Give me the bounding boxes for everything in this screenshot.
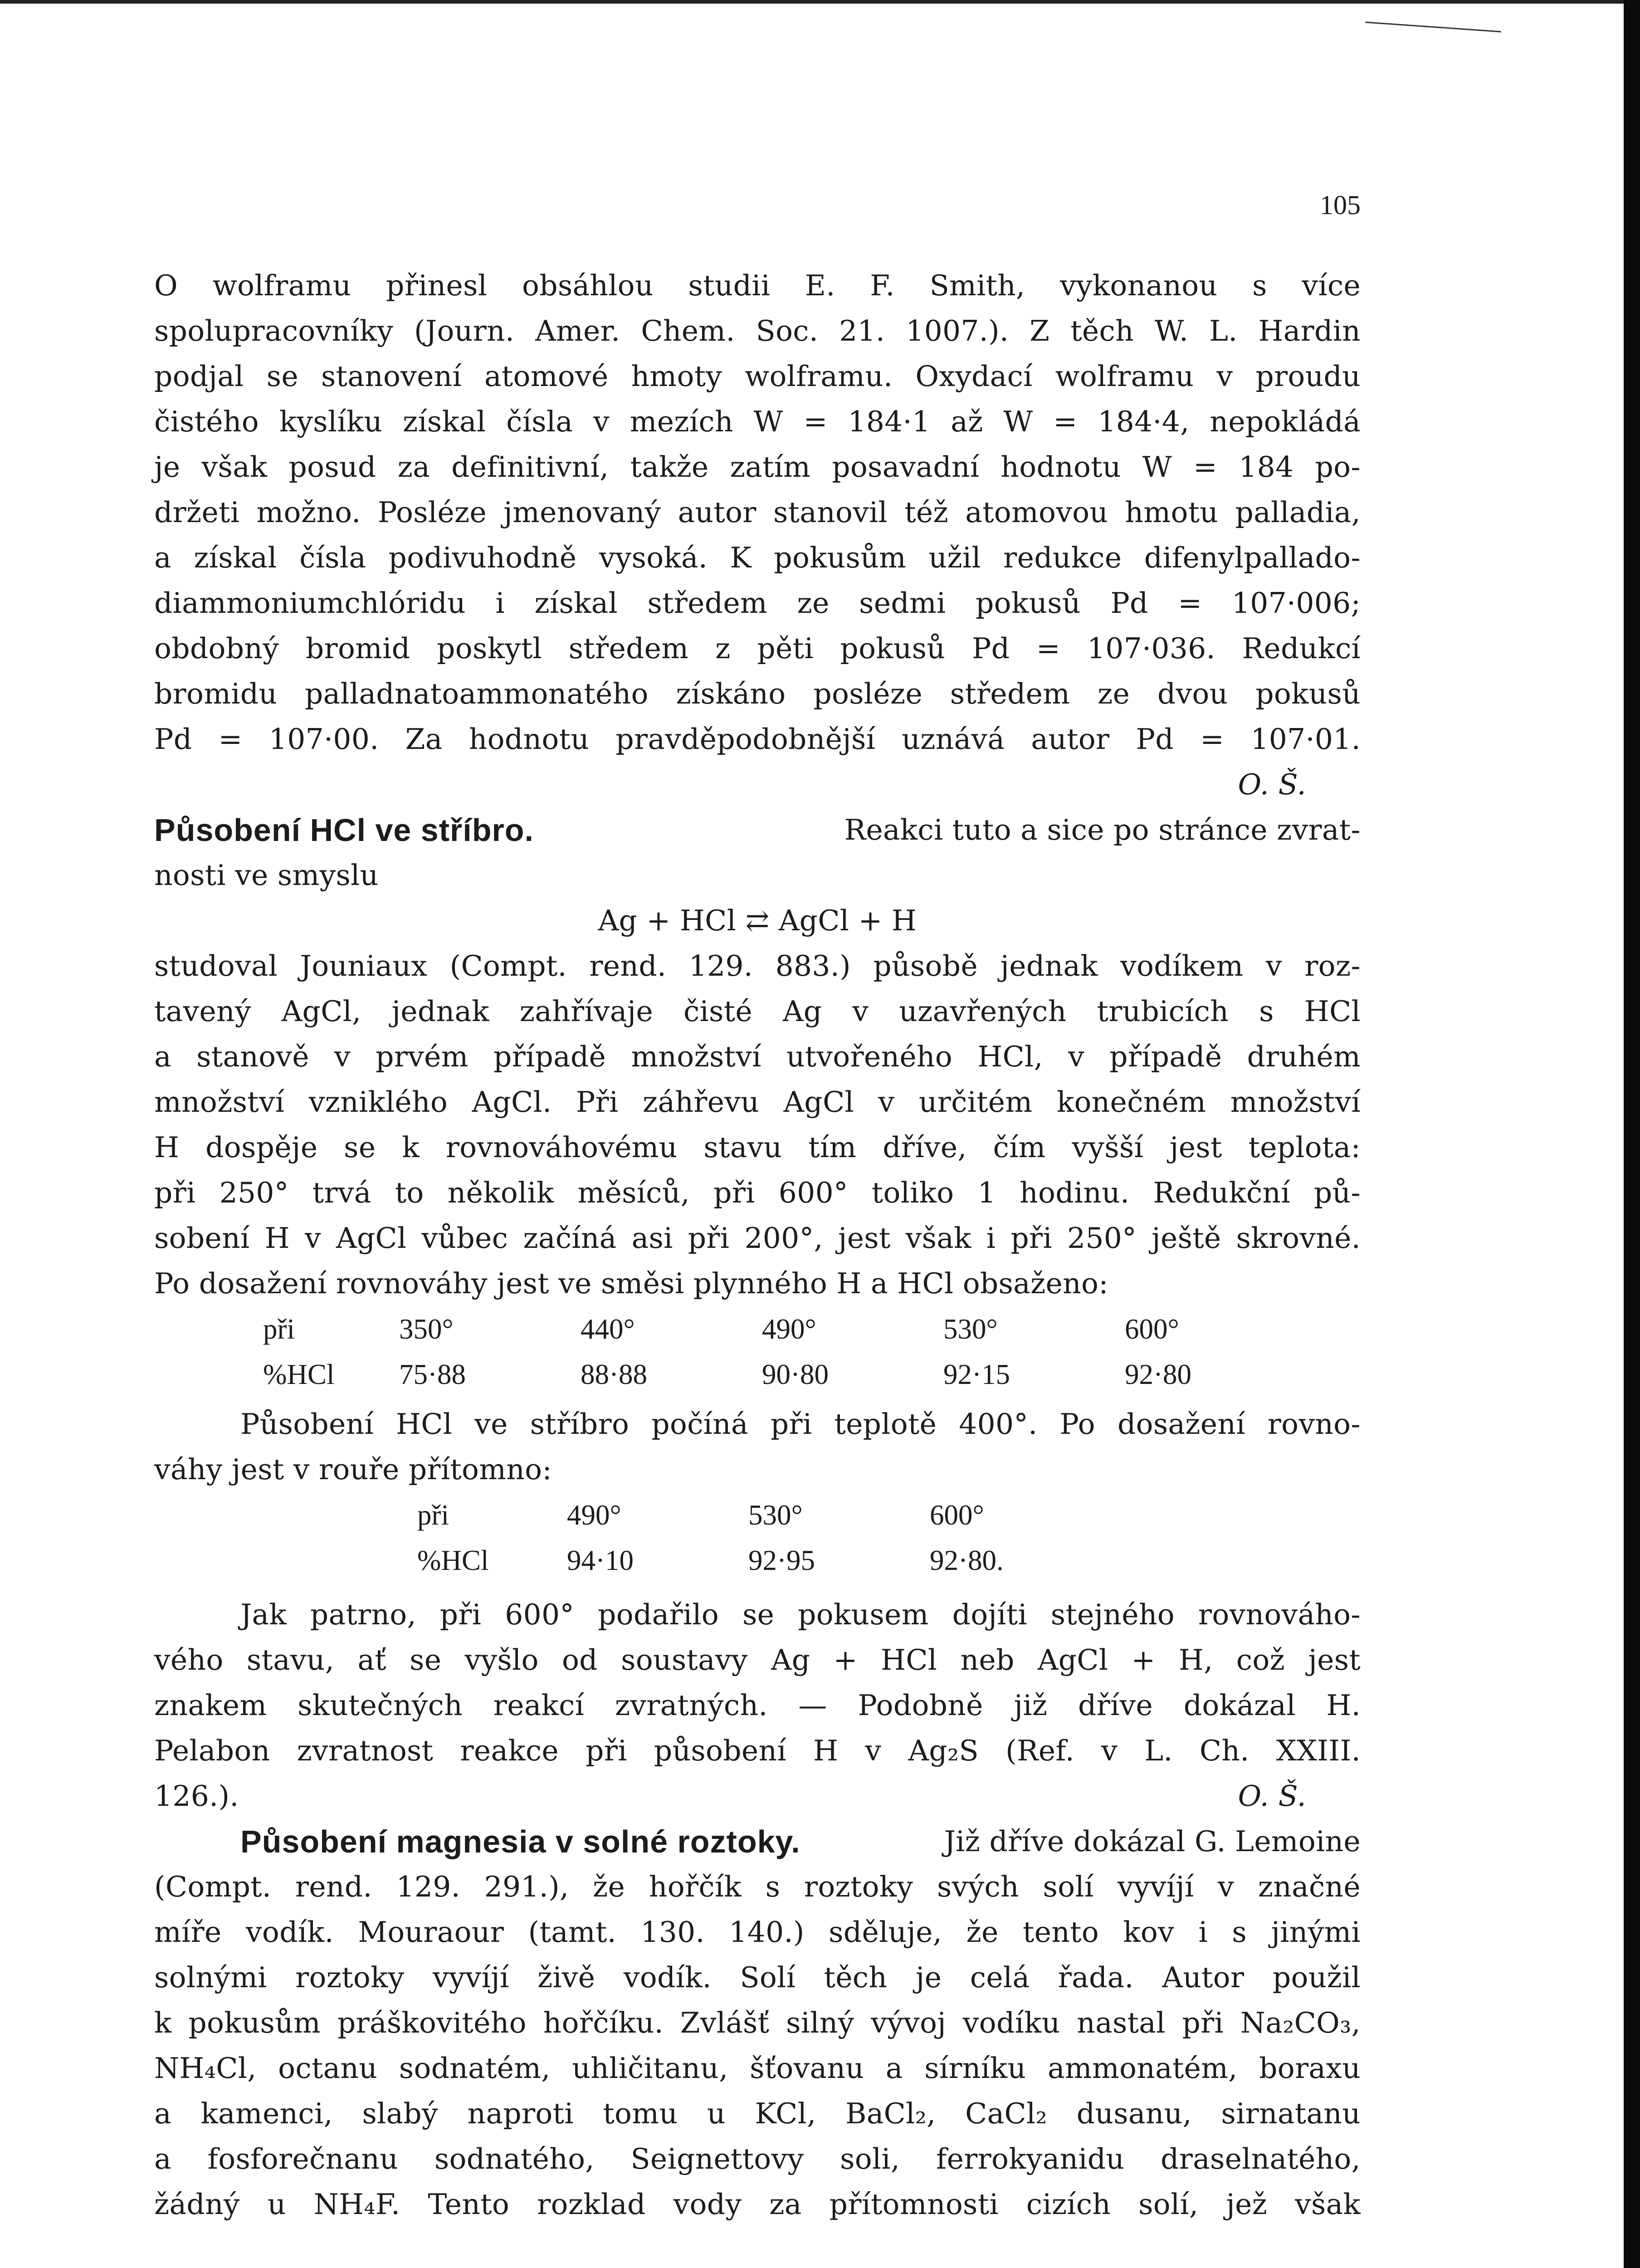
text-line: váhy jest v rouře přítomno: — [154, 1453, 552, 1486]
text-line: množství vzniklého AgCl. Při záhřevu AgCl v určitém konečném množství — [154, 1085, 1361, 1119]
text-line: Působení HCl ve stříbro počíná při teplotě 400°. Po dosažení rovno- — [240, 1408, 1361, 1441]
text-line: a kamenci, slabý naproti tomu u KCl, BaCl₂, CaCl₂ dusanu, sirnatanu — [154, 2097, 1361, 2130]
text-line: sobení H v AgCl vůbec začíná asi při 200°, jest však i při 250° ještě skrovné. — [154, 1222, 1361, 1255]
text-line: O wolframu přinesl obsáhlou studii E. F. Smith, vykonanou s více — [154, 269, 1361, 302]
text-line: je však posud za definitivní, takže zatím posavadní hodnotu W = 184 po- — [154, 450, 1361, 484]
text-line: solnými roztoky vyvíjí živě vodík. Solí těch je celá řada. Autor použil — [154, 1961, 1361, 1994]
table-cell: 490° — [762, 1313, 816, 1345]
text-line — [154, 1774, 1361, 1819]
scan-top-edge — [0, 0, 1640, 4]
table-cell: %HCl — [263, 1359, 335, 1390]
table-cell: 350° — [399, 1313, 454, 1345]
text-line: obdobný bromid poskytl středem z pěti pokusů Pd = 107·036. Redukcí — [154, 632, 1361, 665]
text-line: tavený AgCl, jednak zahřívaje čisté Ag v uzavřených trubicích s HCl — [154, 995, 1361, 1028]
text-line: a získal čísla podivuhodně vysoká. K pokusům užil redukce difenylpallado- — [154, 541, 1361, 574]
section-heading-line — [154, 1819, 1361, 1864]
text-line: H dospěje se k rovnováhovému stavu tím dříve, čím vyšší jest teplota: — [154, 1131, 1361, 1164]
text-line: spolupracovníky (Journ. Amer. Chem. Soc. 21. 1007.). Z těch W. L. Hardin — [154, 314, 1361, 347]
text-line: znakem skutečných reakcí zvratných. — Podobně již dříve dokázal H. — [154, 1689, 1361, 1722]
text-line: při 250° trvá to několik měsíců, při 600° toliko 1 hodinu. Redukční pů- — [154, 1176, 1361, 1209]
section-hcl-silver — [154, 807, 1361, 1306]
table-cell: 600° — [930, 1499, 984, 1531]
scan-right-edge — [1624, 0, 1640, 2268]
equilibrium-table-1 — [263, 1306, 1261, 1397]
text-line: nosti ve smyslu — [154, 859, 379, 892]
section-heading: Působení HCl ve stříbro. — [154, 812, 534, 848]
text-fragment: 126.). — [154, 1779, 239, 1813]
page-number: 105 — [1320, 190, 1361, 220]
table-cell: 440° — [581, 1313, 635, 1345]
paragraph-hcl-continued — [154, 1402, 1361, 1492]
section-heading-line — [154, 807, 1361, 853]
text-line: míře vodík. Mouraour (tamt. 130. 140.) sděluje, že tento kov i s jinými — [154, 1916, 1361, 1949]
text-line: k pokusům práškovitého hořčíku. Zvlášť silný vývoj vodíku nastal při Na₂CO₃, — [154, 2006, 1361, 2039]
reaction-equation: Ag + HCl ⇄ AgCl + H — [598, 904, 917, 937]
paragraph-hcl-conclusion — [154, 1592, 1361, 1819]
table-cell: 530° — [943, 1313, 998, 1345]
text-line: držeti možno. Posléze jmenovaný autor stanovil též atomovou hmotu palladia, — [154, 496, 1361, 529]
table-cell: 92·80 — [1125, 1359, 1191, 1390]
text-line: a stanově v prvém případě množství utvořeného HCl, v případě druhém — [154, 1040, 1361, 1073]
text-line: Pd = 107·00. Za hodnotu pravděpodobnější uznává autor Pd = 107·01. — [154, 723, 1361, 756]
table-cell: 88·88 — [581, 1359, 647, 1390]
text-line: studoval Jouniaux (Compt. rend. 129. 883.) působě jednak vodíkem v roz- — [154, 949, 1361, 982]
table-cell: 92·15 — [943, 1359, 1010, 1390]
text-line: Po dosažení rovnováhy jest ve směsi plynného H a HCl obsaženo: — [154, 1267, 1108, 1300]
text-line: diammoniumchlóridu i získal středem ze sedmi pokusů Pd = 107·006; — [154, 587, 1361, 620]
table-cell: 92·95 — [748, 1545, 815, 1576]
text-line: podjal se stanovení atomové hmoty wolframu. Oxydací wolframu v proudu — [154, 360, 1361, 393]
section-heading: Působení magnesia v solné roztoky. — [240, 1824, 800, 1859]
table-cell: 600° — [1125, 1313, 1179, 1345]
paragraph-wolfram — [154, 263, 1361, 807]
table-cell: 490° — [567, 1499, 621, 1531]
text-line: čistého kyslíku získal čísla v mezích W = 184·1 až W = 184·4, nepokládá — [154, 405, 1361, 438]
text-line: bromidu palladnatoammonatého získáno posléze středem ze dvou pokusů — [154, 677, 1361, 710]
text-line: žádný u NH₄F. Tento rozklad vody za přítomnosti cizích solí, jež však — [154, 2188, 1361, 2221]
table-cell: při — [417, 1499, 449, 1531]
table-cell: 530° — [748, 1499, 803, 1531]
text-fragment: Reakci tuto a sice po stránce zvrat- — [844, 813, 1361, 846]
text-line: vého stavu, ať se vyšlo od soustavy Ag + HCl neb AgCl + H, což jest — [154, 1643, 1361, 1677]
text-line: Pelabon zvratnost reakce při působení H v Ag₂S (Ref. v L. Ch. XXIII. — [154, 1734, 1361, 1767]
table-row — [417, 1492, 1066, 1538]
table-row — [263, 1306, 1261, 1352]
equilibrium-table-2 — [417, 1492, 1066, 1583]
table-row — [417, 1538, 1066, 1583]
table-cell: 94·10 — [567, 1545, 634, 1576]
table-cell: 75·88 — [399, 1359, 466, 1390]
scan-corner-mark — [1365, 22, 1501, 33]
text-line: Jak patrno, při 600° podařilo se pokusem dojíti stejného rovnováho- — [240, 1598, 1361, 1631]
table-cell: %HCl — [417, 1545, 489, 1576]
text-line: (Compt. rend. 129. 291.), že hořčík s roztoky svých solí vyvíjí v značné — [154, 1870, 1361, 1903]
section-magnesium — [154, 1819, 1361, 2227]
table-row — [263, 1352, 1261, 1397]
table-cell: 92·80. — [930, 1545, 1004, 1576]
table-cell: při — [263, 1313, 295, 1345]
text-fragment: Již dříve dokázal G. Lemoine — [944, 1825, 1361, 1858]
author-signature: O. Š. — [1238, 768, 1306, 801]
table-cell: 90·80 — [762, 1359, 829, 1390]
text-line: a fosforečnanu sodnatého, Seignettovy soli, ferrokyanidu draselnatého, — [154, 2142, 1361, 2175]
text-line: NH₄Cl, octanu sodnatém, uhličitanu, šťovanu a sírníku ammonatém, boraxu — [154, 2052, 1361, 2085]
author-signature: O. Š. — [1238, 1779, 1306, 1813]
